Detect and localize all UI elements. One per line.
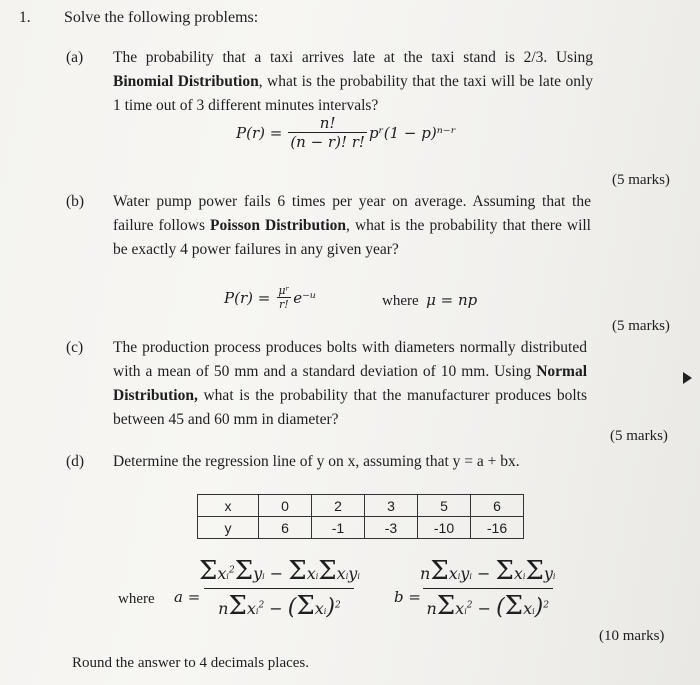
a-lhs: a = — [174, 588, 201, 606]
table-cell: 6 — [471, 495, 524, 517]
table-cell: 2 — [312, 495, 365, 517]
part-b-label: (b) — [66, 193, 85, 210]
table-header-y: y — [198, 517, 259, 539]
part-a-label: (a) — [66, 49, 84, 66]
part-a-text: The probability that a taxi arrives late at the taxi stand is 2/3. Using Binomial Distribution, what is the probability that the taxi will be late only 1 time out of 3 different minutes intervals? — [113, 49, 594, 114]
rounding-instruction: Round the answer to 4 decimals places. — [72, 655, 310, 671]
table-cell: -10 — [418, 517, 471, 539]
part-c-label: (c) — [66, 339, 84, 356]
table-row-x — [198, 495, 524, 517]
table-cell: -1 — [312, 517, 365, 539]
part-a-marks: (5 marks) — [612, 172, 670, 188]
table-header-x: x — [198, 495, 259, 517]
binomial-formula: P(r) = $\frac{n!}{(n - r)! r!}$ pʳ(1 − p)ⁿ⁻ʳ — [236, 114, 456, 151]
poisson-formula: P(r) = $\frac{\text{μʳ}}{r!}$ e⁻ᵘ — [224, 284, 317, 311]
b-lhs: b = — [394, 588, 421, 606]
poisson-where: where μ = np — [382, 291, 478, 309]
regression-where: where — [118, 591, 155, 607]
part-d-marks: (10 marks) — [599, 628, 665, 644]
part-c-text: The production process produces bolts with diameters normally distributed with a mean of 50 mm and a standard deviation of 10 mm. Using Normal Distribution, what is the probability that the manufacturer produces bolts between 45 and 60 mm in diameter? — [113, 339, 587, 428]
question-heading: Solve the following problems: — [64, 9, 259, 26]
b-formula: $\frac{\text{nΣxiyi − ΣxiΣyi}}{n\Sigma xi^2 - (\Sigma xi)^2}$ — [420, 556, 556, 621]
table-cell: 5 — [418, 495, 471, 517]
part-d-label: (d) — [66, 453, 85, 470]
regression-data-table — [197, 494, 524, 539]
table-cell: 0 — [259, 495, 312, 517]
a-formula: $\frac{\Sigma xi^2\Sigma yi - \Sigma xi\Sigma xiyi}{n\Sigma xi^2 - (\Sigma xi)^2}$ — [199, 556, 360, 621]
table-cell: 3 — [365, 495, 418, 517]
question-number: 1. — [19, 9, 31, 26]
table-row-y — [198, 517, 524, 539]
part-b-marks: (5 marks) — [612, 318, 670, 334]
part-b-text: Water pump power fails 6 times per year on average. Assuming that the failure follows Poisson Distribution, what is the probability that there will be exactly 4 power failures in any given year? — [113, 193, 591, 258]
table-cell: -3 — [365, 517, 418, 539]
part-d-text: Determine the regression line of y on x, assuming that y = a + bx. — [113, 453, 520, 470]
part-c-marks: (5 marks) — [610, 428, 668, 444]
cursor-arrow-icon — [683, 372, 692, 384]
table-cell: -16 — [471, 517, 524, 539]
table-cell: 6 — [259, 517, 312, 539]
